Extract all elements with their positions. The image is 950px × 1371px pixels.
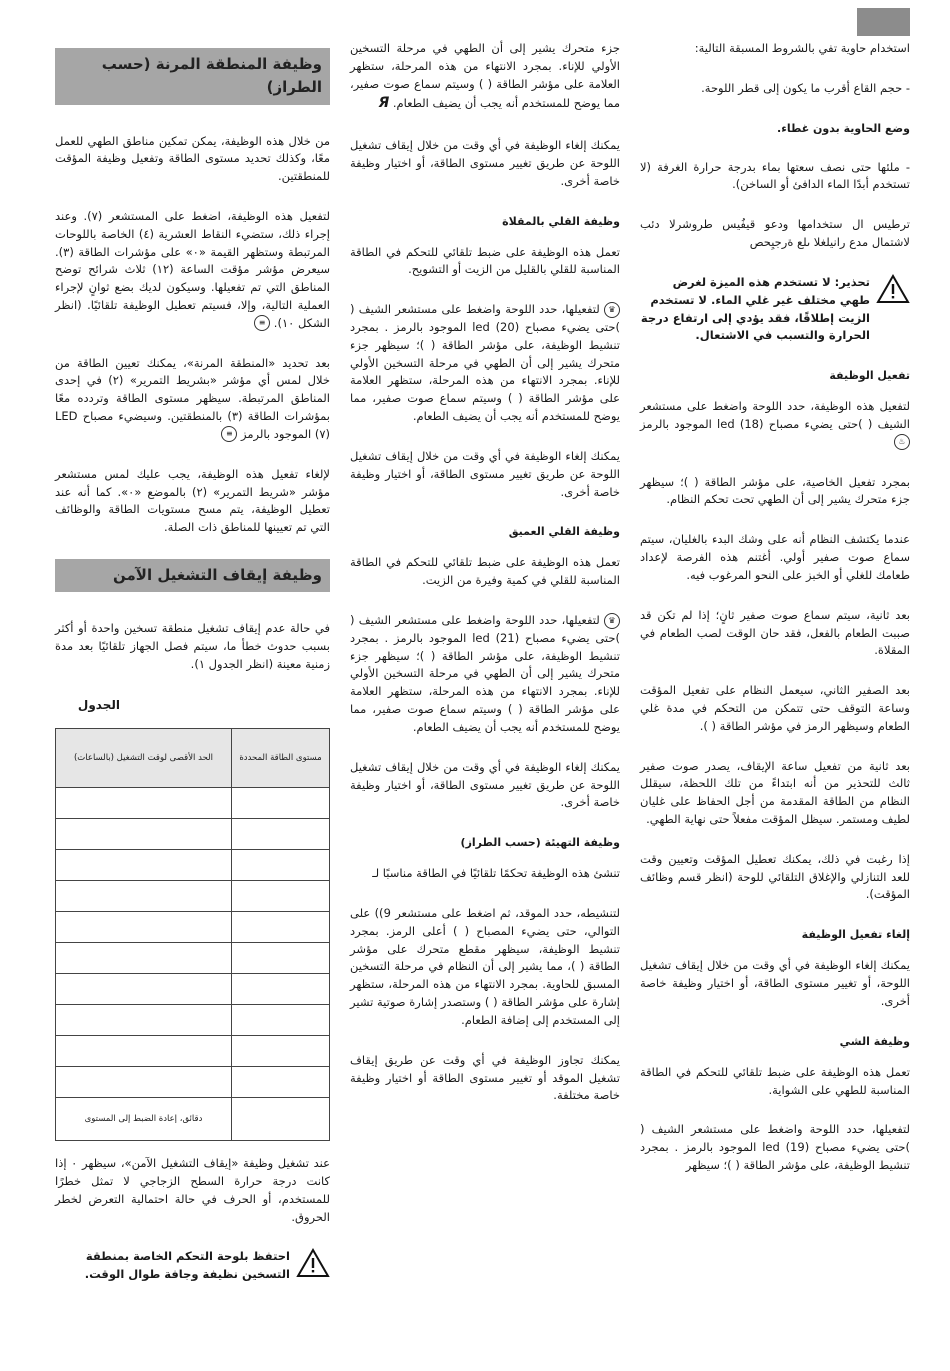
power-indicator-glyph: Я bbox=[378, 95, 390, 112]
paragraph: بمجرد تفعيل الخاصية، على مؤشر الطاقة ( )؛ سيظهر جزء متحرك يشير إلى أن الطهي تحت تحكم النظام. bbox=[640, 474, 910, 507]
section-heading: إلغاء تفعيل الوظيفة bbox=[801, 928, 910, 942]
paragraph: يمكنك إلغاء الوظيفة في أي وقت من خلال إيقاف تشغيل اللوحة عن طريق تغيير مستوى الطاقة، أو اختيار وظيفة خاصة أخرى. bbox=[350, 448, 620, 499]
flex-zone-icon: ≡ bbox=[254, 315, 270, 331]
paragraph: من خلال هذه الوظيفة، يمكن تمكين مناطق الطهي للعمل معًا، وكذلك تحديد مستوى الطاقة وتفعيل وظيفة المؤقت للمنطقتين. bbox=[55, 133, 330, 184]
warning-icon bbox=[296, 1248, 330, 1278]
table-row bbox=[56, 1067, 330, 1098]
paragraph: بعد ثانية، سيتم سماع صوت صفير ثانٍ؛ إذا لم تكن قد صببت الطعام بالفعل، فقد حان الوقت لصب الطعام في المقلاة. bbox=[640, 607, 910, 658]
table-cell-last: دقائق، إعادة الضبط إلى المستوى bbox=[56, 1098, 232, 1141]
table-row bbox=[56, 943, 330, 974]
pot-icon: ♨ bbox=[894, 434, 910, 450]
paragraph: لتنشيطه، حدد الموقد، ثم اضغط على مستشعر 9)) على التوالي، حتى يضيء المصباح ( ) أعلى الرمز. بمجرد تنشيط الوظيفة، سيظهر مقطع متحرك على مؤشر الطاقة ( )، مما يشير إلى أن النظام في مرحلة التسخين المسبق للحاوية. بمجرد الانتهاء من هذه المرحلة، ستظهر إشارة على مؤشر الطاقة ( ) وستصدر إشارة صوتية تشير إلى المستخدم إلى إضافة الطعام. bbox=[350, 906, 620, 1027]
paragraph: تعمل هذه الوظيفة على ضبط تلقائي للتحكم في الطاقة المناسبة للطهي على الشواية. bbox=[640, 1064, 910, 1097]
table-row bbox=[56, 1098, 330, 1141]
paragraph: يمكنك إلغاء الوظيفة في أي وقت من خلال إيقاف تشغيل اللوحة، أو تغيير مستوى الطاقة، أو اختيار وظيفة خاصة أخرى. bbox=[640, 958, 910, 1008]
chef-sensor-icon: ♛ bbox=[604, 613, 620, 629]
table-header-level: مستوى الطاقة المحددة bbox=[232, 729, 330, 788]
flex-zone-icon: ≡ bbox=[221, 426, 237, 442]
table-row bbox=[56, 788, 330, 819]
table-row bbox=[56, 1036, 330, 1067]
table-row bbox=[56, 912, 330, 943]
section-band: وظيفة المنطقة المرنة (حسب الطراز) bbox=[55, 48, 330, 105]
paragraph: بعد تحديد «المنطقة المرنة»، يمكنك تعيين الطاقة من خلال لمس أي مؤشر «بشريط التمرير» (٢) في إحدى المناطق المرتبطة. سيظهر مستوى الطاقة وتردده معًا بمؤشرات الطاقة (٣) بالمنطقتين. وسيضيء مصباح LED (٧) الموجود بالرمز ≡ bbox=[55, 355, 330, 441]
table-row bbox=[56, 881, 330, 912]
paragraph: ♛ لتفعيلها، حدد اللوحة واضغط على مستشعر الشيف ( )حتى يضيء مصباح led (20) الموجود بالرمز . بمجرد تنشيط الوظيفة، على مؤشر الطاقة ( )؛ سيظهر جزء متحرك يشير إلى أن الطهي في مرحلة التسخين الأولي للإناء. بمجرد الانتهاء من هذه المرحلة، ستظهر العلامة على مؤشر الطاقة ( ) وسيتم سماع صوت صفير، مما يوضح للمستخدم أنه يجب أن يضيف الطعام. bbox=[350, 302, 620, 424]
warning-box bbox=[55, 1248, 330, 1284]
column-middle bbox=[350, 40, 620, 1127]
table-row bbox=[56, 819, 330, 850]
paragraph: يمكنك تجاوز الوظيفة في أي وقت عن طريق إيقاف تشغيل الموقد أو تغيير مستوى الطاقة أو اختيار وظيفة خاصة مختلفة. bbox=[350, 1052, 620, 1103]
paragraph: بعد الصفير الثاني، سيعمل النظام على تفعيل المؤقت وساعة التوقف حتى تتمكن من التحكم في مدة غلي الطعام وسيظهر الرمز في مؤشر الطاقة ( ). bbox=[640, 683, 910, 733]
paragraph: بعد ثانية من تفعيل ساعة الإيقاف، يصدر صوت صفير ثالث للتحذير من أنه ابتداءً من تلك اللحظة، سيقلل النظام من الطاقة المقدمة من أجل الحفاظ على غليان لطيف ومستمر. سيظل المؤقت مفعلاً حتى نهاية الطهي. bbox=[640, 758, 910, 827]
paragraph: في حالة عدم إيقاف تشغيل منطقة تسخين واحدة أو أكثر بسبب حدوث خطأ ما، سيتم فصل الجهاز تلقائيًا بعد مدة زمنية معينة (انظر الجدول ١). bbox=[55, 621, 330, 671]
warning-icon bbox=[876, 274, 910, 304]
paragraph: تنشئ هذه الوظيفة تحكمًا تلقائيًا في الطاقة مناسبًا لـ bbox=[372, 866, 620, 881]
paragraph: لإلغاء تفعيل هذه الوظيفة، يجب عليك لمس مستشعر مؤشر «شريط التمرير» (٢) بالموضع «٠». كما أنه عند تعطيل الوظيفة، يتم مسح مستويات الطاقة والوظائف التي تم تعيينها للمناطق ذات الصلة. bbox=[55, 466, 330, 535]
section-band: وظيفة إيقاف التشغيل الآمن bbox=[55, 559, 330, 592]
safety-shutoff-table bbox=[55, 728, 330, 1141]
section-heading: تفعيل الوظيفة bbox=[829, 369, 910, 383]
paragraph: - ملئها حتى نصف سعتها بماء بدرجة حرارة الغرفة (لا تستخدم أبدًا الماء الدافئ أو الساخن). bbox=[640, 159, 910, 192]
paragraph: يمكنك إلغاء الوظيفة في أي وقت من خلال إيقاف تشغيل اللوحة عن طريق تغيير مستوى الطاقة، أو اختيار وظيفة خاصة أخرى. bbox=[350, 759, 620, 810]
paragraph: جزء متحرك يشير إلى أن الطهي في مرحلة التسخين الأولي للإناء. بمجرد الانتهاء من هذه المرحلة، ستظهر العلامة على مؤشر الطاقة ( ) وسيتم سماع صوت صفير، مما يوضح للمستخدم أنه يجب أن يضيف الطعام. Я bbox=[350, 41, 620, 112]
chef-sensor-icon: ♛ bbox=[604, 302, 620, 318]
section-heading: وظيفة القلي بالمقلاة bbox=[502, 214, 620, 228]
table-row bbox=[56, 1005, 330, 1036]
table-row bbox=[56, 974, 330, 1005]
table-row bbox=[56, 850, 330, 881]
paragraph: عند تشغيل وظيفة «إيقاف التشغيل الآمن»، سيظهر ٠ إذا كانت درجة حرارة السطح الزجاجي لا تمثل خطرًا للمستخدم، أو الحرف في حالة احتمالية التعرض لخطر الحروق. bbox=[55, 1156, 330, 1224]
paragraph: ♛ لتفعيلها، حدد اللوحة واضغط على مستشعر الشيف ( )حتى يضيء مصباح led (21) الموجود بالرمز . بمجرد تنشيط الوظيفة، على مؤشر الطاقة ( )؛ سيظهر جزء متحرك يشير إلى أن الطهي في مرحلة التسخين الأولي للإناء. بمجرد الانتهاء من هذه المرحلة، ستظهر العلامة على مؤشر الطاقة ( ) وسيتم سماع صوت صفير، مما يوضح للمستخدم أنه يجب أن يضيف الطعام. bbox=[350, 613, 620, 734]
paragraph: إذا رغبت في ذلك، يمكنك تعطيل المؤقت وتعيين وقت للعد التنازلي والإغلاق التلقائي للوحة (انظر قسم وظائف المؤقت). bbox=[640, 851, 910, 902]
column-left bbox=[55, 40, 330, 1306]
warning-box bbox=[640, 274, 910, 345]
paragraph: تعمل هذه الوظيفة على ضبط تلقائي للتحكم في الطاقة المناسبة للقلي في كمية وفيرة من الزيت. bbox=[350, 555, 620, 588]
paragraph: لتفعيل هذه الوظيفة، حدد اللوحة واضغط على مستشعر الشيف ( )حتى يضيء مصباح led (18) الموجود بالرمز ♨ bbox=[640, 398, 910, 451]
paragraph: لتفعيل هذه الوظيفة، اضغط على المستشعر (٧). وعند إجراء ذلك، ستضيء النقاط العشرية (٤) الخاصة باللوحات المرتبطة وستظهر القيمة «٠» على مؤشرات الطاقة (٣). سيعرض مؤشر مؤقت الساعة (١٢) ثلاث شرائح توضح المناطق التي تم تفعيلها. وسيكون لديك بضع ثوانٍ لإجراء العملية التالية، وإلا، فسيتم تعطيل الوظيفة تلقائيًا. (انظر الشكل ١٠). ≡ bbox=[55, 208, 331, 330]
column-right bbox=[640, 40, 910, 1197]
paragraph: تعمل هذه الوظيفة على ضبط تلقائي للتحكم في الطاقة المناسبة للقلي بالقليل من الزيت أو التشويح. bbox=[350, 244, 620, 277]
table-header-max-time: الحد الأقصى لوقت التشغيل (بالساعات) bbox=[56, 729, 232, 788]
paragraph: ترطيس ال ستخدامها ودعو قيفُيس طروشرلا دئب لاشتمال مدع رانيلغلا ىلع ةرجيِحص bbox=[640, 217, 910, 250]
paragraph: يمكنك إلغاء الوظيفة في أي وقت من خلال إيقاف تشغيل اللوحة عن طريق تغيير مستوى الطاقة، أو اختيار وظيفة خاصة أخرى. bbox=[350, 138, 620, 188]
paragraph: لتفعيلها، حدد اللوحة واضغط على مستشعر الشيف ( )حتى يضيء مصباح led (19) الموجود بالرمز . بمجرد تنشيط الوظيفة، على مؤشر الطاقة ( )؛ سيظهر bbox=[640, 1122, 910, 1173]
paragraph-bold: وضع الحاوية بدون غطاء. bbox=[777, 121, 910, 135]
paragraph: عندما يكتشف النظام أنه على وشك البدء بالغليان، سيتم سماع صوت صفير أولي. أغتنم هذه الفرصة لإعداد طعامك للغلي أو الخبز على النحو المرغوب فيه. bbox=[640, 532, 910, 582]
section-heading: وظيفة الشي bbox=[839, 1034, 910, 1048]
page-corner-tab bbox=[857, 8, 910, 36]
warning-text: تحذير: لا تستخدم هذه الميزة لغرض طهي مختلف غير غلي الماء. لا تستخدم الزيت إطلاقًا، فقد يؤدي إلى ارتفاع درجة الحرارة والتسبب في الاشتعال. bbox=[640, 274, 870, 343]
paragraph: استخدام حاوية تفي بالشروط المسبقة التالية: bbox=[694, 41, 910, 55]
paragraph: - حجم القاع أقرب ما يكون إلى قطر اللوحة. bbox=[701, 80, 910, 95]
section-heading: وظيفة القلي العميق bbox=[508, 525, 620, 539]
warning-text: احتفظ بلوحة التحكم الخاصة بمنطقة التسخين نظيفة وجافة طوال الوقت. bbox=[84, 1249, 290, 1282]
section-heading: وظيفة التهيئة (حسب الطراز) bbox=[460, 836, 620, 850]
table-title: الجدول bbox=[77, 697, 120, 712]
